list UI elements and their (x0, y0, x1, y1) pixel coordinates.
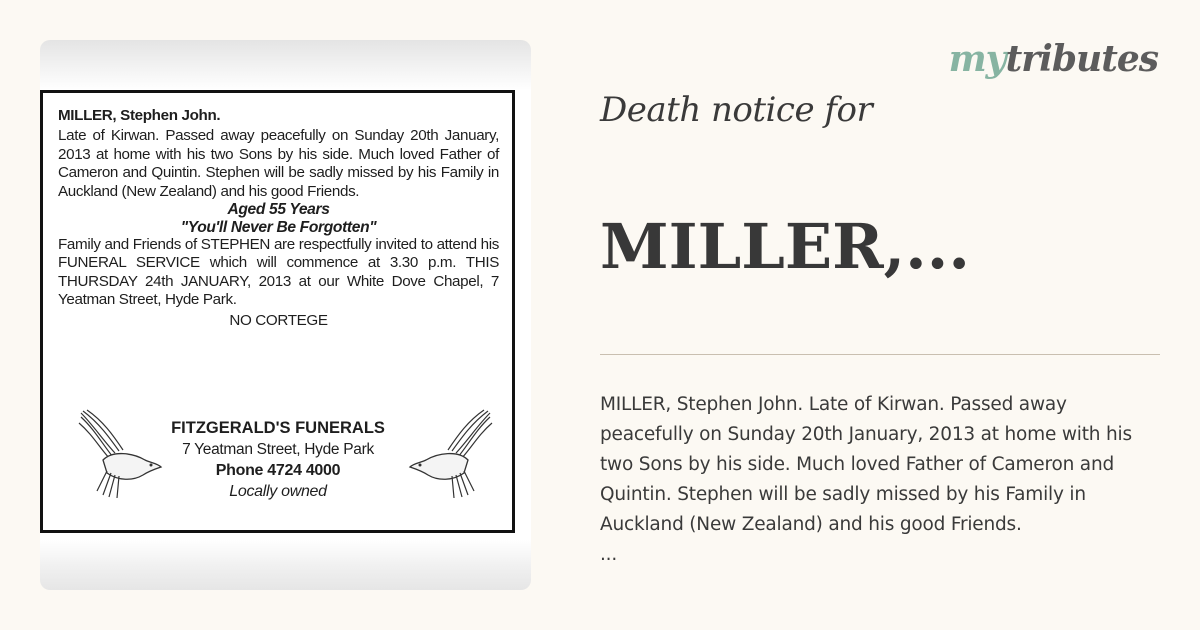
notice-aged: Aged 55 Years (227, 201, 330, 219)
logo-my: my (948, 38, 1006, 80)
notice-excerpt: MILLER, Stephen John. Late of Kirwan. Passed away peacefully on Sunday 20th January, 2013 at home with his two Sons by his side. Much loved Father of Cameron and Quintin. Stephen will be sadly missed by his Family in Auckland (New Zealand) and his good Friends. ... (600, 394, 1132, 565)
funeral-director-tagline: Locally owned (229, 483, 327, 500)
funeral-director-name: FITZGERALD'S FUNERALS (171, 419, 385, 437)
notice-name: MILLER, Stephen John. (58, 107, 221, 124)
notice-cortege: NO CORTEGE (229, 311, 328, 329)
divider (600, 354, 1160, 355)
funeral-director-text (133, 418, 423, 502)
logo-tributes: tributes (1005, 38, 1158, 80)
notice-image-card (40, 40, 531, 590)
funeral-director-block (43, 405, 512, 515)
page-title: MILLER,... (600, 210, 970, 283)
page-subtitle: Death notice for (600, 90, 873, 130)
funeral-director-phone: Phone 4724 4000 (215, 462, 341, 479)
notice-body (58, 107, 499, 330)
funeral-director-address: 7 Yeatman Street, Hyde Park (182, 441, 374, 458)
mytributes-logo[interactable] (949, 38, 1158, 80)
death-notice-scan (40, 90, 515, 533)
notice-paragraph-2: Family and Friends of STEPHEN are respectfully invited to attend his FUNERAL SERVICE which will commence at 3.30 p.m. THIS THURSDAY 24th JANUARY, 2013 at our White Dove Chapel, 7 Yeatman Street, Hyde Park. (58, 236, 499, 309)
notice-paragraph-1: Late of Kirwan. Passed away peacefully on Sunday 20th January, 2013 at home with his two Sons by his side. Much loved Father of Cameron and Quintin. Stephen will be sadly missed by his Family in Auckland (New Zealand) and his good Friends. (58, 127, 499, 200)
dove-icon (398, 405, 498, 505)
notice-quote: "You'll Never Be Forgotten" (180, 218, 377, 236)
